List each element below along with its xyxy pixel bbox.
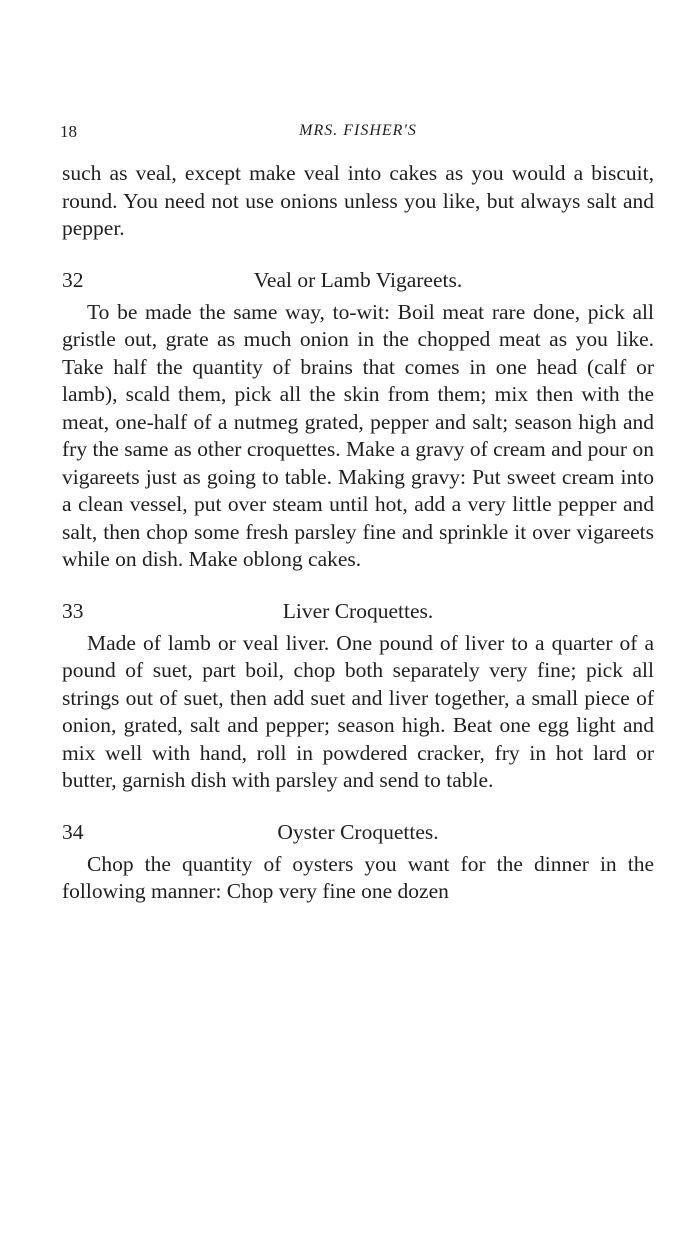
recipe-number: 32 (62, 267, 84, 292)
recipe-body-34: Chop the quantity of oysters you want for the dinner in the following manner: Chop very fine one dozen (62, 851, 654, 903)
recipe-number: 34 (62, 819, 84, 844)
intro-paragraph: such as veal, except make veal into cakes as you would a biscuit, round. You need not use onions unless you like, but always salt and pepper. (62, 161, 654, 240)
recipe-heading-34 (62, 817, 654, 847)
recipe-body-33: Made of lamb or veal liver. One pound of liver to a quarter of a pound of suet, part boil, chop both separately very fine; pick all strings out of suet, then add suet and liver together, a small piece of onion, grated, salt and pepper; season high. Beat one egg light and mix well with hand, roll in powdered cracker, fry in hot lard or butter, garnish dish with parsley and send to table. (62, 630, 654, 792)
recipe-body-32: To be made the same way, to-wit: Boil meat rare done, pick all gristle out, grate as much onion in the chopped meat as you like. Take half the quantity of brains that comes in one head (calf or lamb), scald them, pick all the skin from them; mix then with the meat, one-half of a nutmeg grated, pepper and salt; season high and fry the same as other croquettes. Make a gravy of cream and pour on vigareets just as going to table. Making gravy: Put sweet cream into a clean vessel, put over steam until hot, add a very little pepper and salt, then chop some fresh parsley fine and sprinkle it over vigareets while on dish. Make oblong cakes. (62, 299, 654, 571)
recipe-title: Liver Croquettes. (282, 598, 434, 623)
page-number: 18 (60, 122, 77, 141)
recipe-title: Veal or Lamb Vigareets. (253, 267, 463, 292)
recipe-heading-32 (62, 265, 654, 295)
recipe-number: 33 (62, 598, 84, 623)
running-head (62, 120, 654, 160)
recipe-title: Oyster Croquettes. (277, 819, 439, 844)
recipe-heading-33 (62, 596, 654, 626)
book-page (62, 120, 654, 906)
running-title: MRS. FISHER'S (299, 122, 417, 139)
